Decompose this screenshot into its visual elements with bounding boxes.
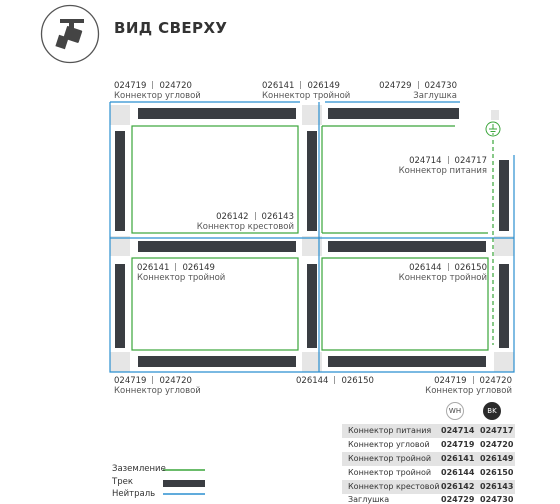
code: 024717	[454, 156, 487, 166]
code: 026150	[341, 376, 374, 386]
track-left-lower	[115, 264, 125, 348]
end-cap-tr	[491, 110, 499, 120]
row-name: Коннектор тройной	[348, 454, 432, 463]
label: Коннектор угловой	[114, 91, 201, 101]
callout-corner-top-left	[114, 81, 201, 101]
code: 026143	[261, 212, 294, 222]
code: 026141	[262, 81, 295, 91]
legend-label-neutral: Нейтраль	[112, 489, 156, 499]
row-code-bk: 026143	[480, 482, 514, 491]
table-row	[342, 466, 515, 480]
legend-label-track: Трек	[112, 477, 133, 487]
table-row	[342, 480, 515, 494]
track-top-left	[138, 108, 296, 119]
table-row	[342, 438, 515, 452]
row-code-wh: 026141	[441, 454, 475, 463]
label: Коннектор тройной	[262, 91, 351, 101]
callout-power-connector	[399, 156, 487, 176]
table-row	[342, 424, 515, 438]
label: Коннектор крестовой	[196, 222, 294, 232]
table-row	[342, 494, 515, 504]
code: 024720	[159, 81, 192, 91]
corner-connector-br	[494, 352, 514, 372]
row-code-wh: 026144	[441, 468, 475, 477]
code: 026144	[296, 376, 329, 386]
code: 026141	[137, 263, 170, 273]
callout-t-connector-top	[262, 81, 350, 101]
row-name: Коннектор тройной	[348, 468, 432, 477]
row-code-wh: 024729	[441, 495, 475, 504]
code: 024720	[479, 376, 512, 386]
t-connector-left	[110, 236, 130, 256]
color-badge-white: WH	[446, 402, 464, 420]
row-code-wh: 026142	[441, 482, 475, 491]
track-right-lower	[499, 264, 509, 348]
callout-end-cap	[379, 81, 457, 101]
callout-t-connector-bottom	[296, 376, 374, 386]
row-code-bk: 026150	[480, 468, 514, 477]
track-mid-right	[328, 241, 486, 252]
track-right-upper	[499, 160, 509, 231]
track-bottom-left	[138, 356, 296, 367]
row-name: Коннектор угловой	[348, 440, 430, 449]
label: Коннектор угловой	[114, 386, 201, 396]
code: 024714	[409, 156, 442, 166]
code: 024729	[379, 81, 412, 91]
code: 026149	[182, 263, 215, 273]
label: Коннектор тройной	[137, 273, 226, 283]
track-top-right	[328, 108, 459, 119]
t-connector-right	[494, 236, 514, 256]
row-code-bk: 026149	[480, 454, 514, 463]
track-center-upper	[307, 131, 317, 231]
label: Заглушка	[413, 91, 457, 101]
row-code-wh: 024714	[441, 426, 475, 435]
row-code-bk: 024717	[480, 426, 514, 435]
code: 026142	[216, 212, 249, 222]
row-name: Коннектор крестовой	[348, 482, 440, 491]
legend-line-track	[163, 480, 205, 487]
track-bottom-right	[328, 356, 486, 367]
code: 024719	[114, 81, 147, 91]
label: Коннектор питания	[398, 166, 487, 176]
color-badge-black: BK	[483, 402, 501, 420]
page-title: ВИД СВЕРХУ	[114, 19, 228, 37]
row-code-bk: 024730	[480, 495, 514, 504]
corner-connector-tl	[110, 105, 130, 125]
legend-label-ground: Заземление	[112, 464, 166, 474]
callout-t-connector-right	[399, 263, 487, 283]
callout-cross-connector	[197, 212, 294, 232]
ground-symbol-icon	[486, 122, 500, 136]
label: Коннектор тройной	[398, 273, 487, 283]
row-name: Коннектор питания	[348, 426, 432, 435]
track-left-upper	[115, 131, 125, 231]
callout-corner-bottom-left	[114, 376, 201, 396]
ground-loop-tr	[322, 126, 488, 233]
row-code-wh: 024719	[441, 440, 475, 449]
row-name: Заглушка	[348, 495, 390, 504]
callout-corner-bottom-right	[425, 376, 512, 396]
callout-t-connector-left	[137, 263, 225, 283]
code: 024720	[159, 376, 192, 386]
row-code-bk: 024720	[480, 440, 514, 449]
code: 026150	[454, 263, 487, 273]
code: 024719	[434, 376, 467, 386]
code: 024730	[424, 81, 457, 91]
table-row	[342, 452, 515, 466]
code: 026149	[307, 81, 340, 91]
code: 024719	[114, 376, 147, 386]
track-mid-left	[138, 241, 296, 252]
label: Коннектор угловой	[425, 386, 512, 396]
corner-connector-bl	[110, 352, 130, 372]
track-center-lower	[307, 264, 317, 348]
code: 026144	[409, 263, 442, 273]
